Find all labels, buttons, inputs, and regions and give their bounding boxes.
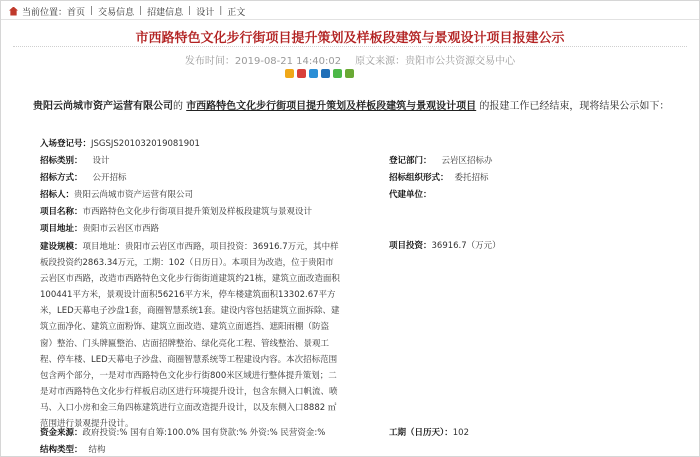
wechat-icon[interactable] bbox=[333, 69, 342, 78]
lead-project: 市西路特色文化步行街项目提升策划及样板段建筑与景观设计项目 bbox=[186, 101, 477, 112]
duration-label: 工期（日历天）： bbox=[389, 428, 453, 438]
org-form-label: 招标组织形式： bbox=[389, 173, 449, 183]
breadcrumb-bid-info[interactable]: 招建信息 bbox=[147, 7, 184, 18]
invest-row bbox=[389, 239, 501, 251]
divider bbox=[1, 19, 699, 20]
breadcrumb-trade-info[interactable]: 交易信息 bbox=[98, 7, 135, 18]
method-value: 公开招标 bbox=[92, 173, 127, 183]
funding-row bbox=[40, 426, 325, 438]
registry-dept-label: 登记部门： bbox=[389, 156, 432, 166]
share-bar bbox=[285, 69, 354, 78]
structure-label: 结构类型： bbox=[40, 445, 83, 455]
registry-dept-row bbox=[389, 154, 493, 166]
lead-tail: 的报建工作已经结束，现将结果公示如下： bbox=[479, 101, 670, 112]
entry-code-row bbox=[40, 137, 200, 149]
lead-paragraph bbox=[13, 98, 693, 115]
breadcrumb-separator: | bbox=[139, 6, 143, 16]
agent-label: 代建单位： bbox=[389, 190, 432, 200]
breadcrumb-prefix: 当前位置： bbox=[22, 7, 68, 18]
entry-code-value: JSGSJS201032019081901 bbox=[91, 139, 200, 149]
method-label: 招标方式： bbox=[40, 173, 83, 183]
page-title: 市西路特色文化步行街项目提升策划及样板段建筑与景观设计项目报建公示 bbox=[135, 31, 565, 46]
breadcrumb-current: 正文 bbox=[227, 7, 246, 18]
project-location-value: 贵阳市云岩区市西路 bbox=[82, 224, 160, 234]
build-scale-text: 项目地址：贵阳市云岩区市西路，项目投资：36916.7万元，其中样板段投资约2863.34万元，工期：102（日历日）。本项目为改造，位于贵阳市云岩区市西路，改造市西路特色文化步行街街道建筑约21栋，建筑立面改造面积100441平方米，景观设计面积56216平方米，停车楼建筑面积13302.67平方米，LED天幕电子沙盘1套，商圈智慧系统1套。建设内容包括建筑立面拆除、建筑立面净化、建筑立面粉饰、建筑立面改造、建筑立面遮挡、遮阳雨棚（防盗窗）整治、门头牌匾整治、店面招牌整治、绿化亮化工程、管线整治、景观工程、停车楼、LED天幕电子沙盘、商圈智慧系统等工程建设内容。本次招标范围包含两个部分，一是对市西路特色文化步行街800米区域进行整体提升策划；二是对市西路特色文化步行样板启动区进行环境提升设计，包含东侧入口帆流、喷马、入口小房和金三角四栋建筑进行立面改造提升设计，以及东侧入口8882 ㎡范围进行景观提升设计。 bbox=[40, 242, 340, 430]
build-scale-block bbox=[40, 239, 340, 432]
source: 贵阳市公共资源交易中心 bbox=[405, 56, 516, 67]
tenderer-label: 招标人： bbox=[40, 190, 75, 200]
funding-value: 政府投资:% 国有自筹:100.0% 国有贷款:% 外资:% 民营资金:% bbox=[82, 428, 326, 438]
lead-org: 贵阳云尚城市资产运营有限公司 bbox=[33, 101, 173, 112]
home-icon bbox=[9, 7, 18, 16]
renren-icon[interactable] bbox=[321, 69, 330, 78]
publish-label: 发布时间： bbox=[184, 56, 235, 67]
duration-value: 102 bbox=[452, 428, 469, 438]
project-name-label: 项目名称： bbox=[40, 207, 83, 217]
duration-row bbox=[389, 426, 469, 438]
project-location-label: 项目地址： bbox=[40, 224, 83, 234]
org-form-value: 委托招标 bbox=[454, 173, 489, 183]
more-share-icon[interactable] bbox=[345, 69, 354, 78]
structure-row bbox=[40, 443, 106, 455]
breadcrumb-separator: | bbox=[219, 6, 223, 16]
project-location-row bbox=[40, 222, 159, 234]
category-value: 设计 bbox=[92, 156, 110, 166]
weibo-icon[interactable] bbox=[297, 69, 306, 78]
project-name-value: 市西路特色文化步行街项目提升策划及样板段建筑与景观设计 bbox=[82, 207, 313, 217]
divider bbox=[13, 46, 687, 47]
article-meta bbox=[1, 52, 699, 67]
category-row bbox=[40, 154, 110, 166]
org-form-row bbox=[389, 171, 489, 183]
breadcrumb-separator: | bbox=[188, 6, 192, 16]
method-row bbox=[40, 171, 127, 183]
qzone-icon[interactable] bbox=[285, 69, 294, 78]
registry-dept-value: 云岩区招标办 bbox=[441, 156, 493, 166]
lead-connector: 的 bbox=[173, 101, 183, 112]
source-label: 原文来源： bbox=[355, 56, 406, 67]
breadcrumb bbox=[9, 4, 245, 18]
funding-label: 资金来源： bbox=[40, 428, 83, 438]
category-label: 招标类别： bbox=[40, 156, 83, 166]
breadcrumb-home[interactable]: 首页 bbox=[67, 7, 86, 18]
breadcrumb-separator: | bbox=[90, 6, 94, 16]
structure-value: 结构 bbox=[88, 445, 106, 455]
project-name-row bbox=[40, 205, 312, 217]
build-scale-label: 建设规模： bbox=[40, 242, 83, 252]
agent-row bbox=[389, 188, 432, 200]
entry-code-label: 入场登记号： bbox=[40, 139, 92, 149]
invest-value: 36916.7（万元） bbox=[431, 241, 501, 251]
tenderer-row bbox=[40, 188, 193, 200]
invest-label: 项目投资： bbox=[389, 241, 432, 251]
tencent-weibo-icon[interactable] bbox=[309, 69, 318, 78]
tenderer-value: 贵阳云尚城市资产运营有限公司 bbox=[74, 190, 194, 200]
breadcrumb-design[interactable]: 设计 bbox=[196, 7, 215, 18]
publish-time: 2019-08-21 14:40:02 bbox=[234, 56, 342, 67]
